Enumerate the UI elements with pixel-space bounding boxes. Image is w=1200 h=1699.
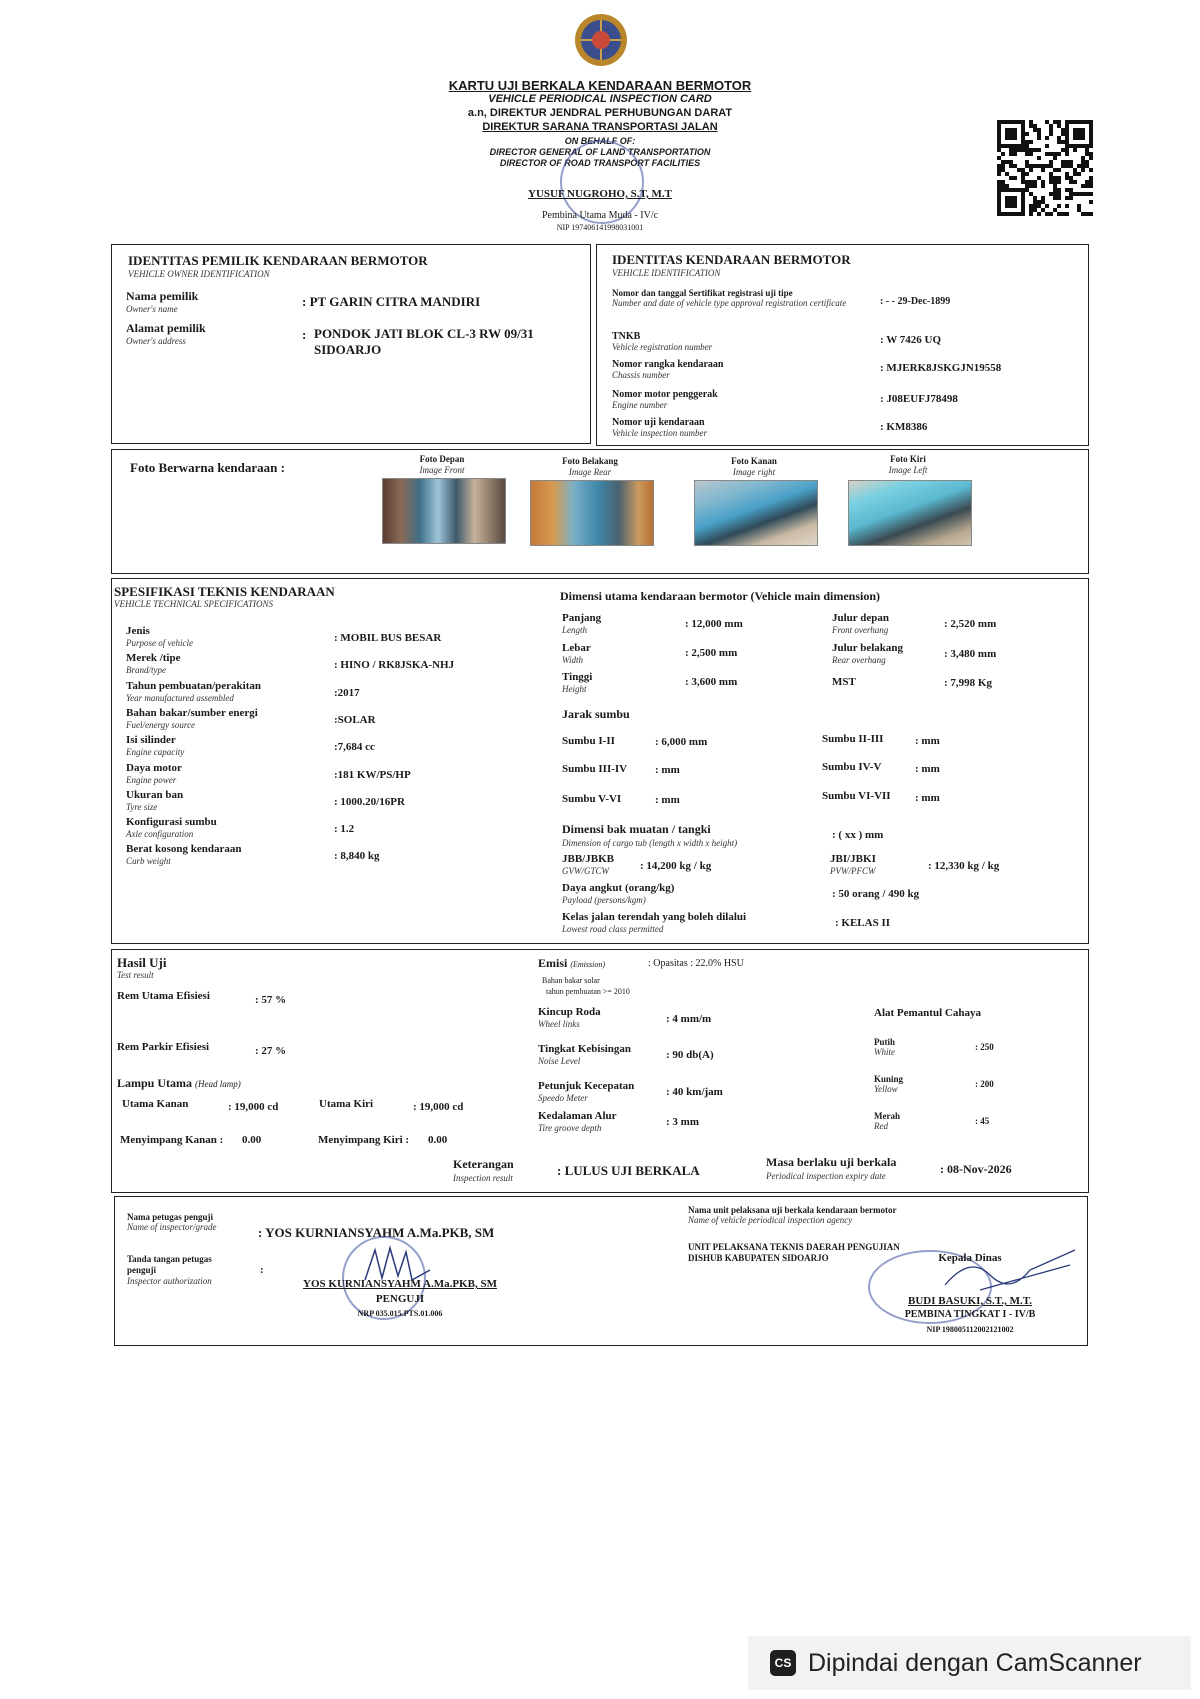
- owner-address-label-en: Owner's address: [126, 336, 186, 346]
- expiry-value: : 08-Nov-2026: [940, 1162, 1012, 1176]
- owner-address-colon: :: [302, 327, 307, 342]
- owner-address-label: Alamat pemilik: [126, 321, 206, 335]
- engine-value: : J08EUFJ78498: [880, 393, 958, 405]
- owner-name-label-en: Owner's name: [126, 304, 178, 314]
- axle-5-6-value: : mm: [655, 794, 680, 806]
- owner-address-line1: PONDOK JATI BLOK CL-3 RW 09/31: [314, 326, 534, 341]
- front-overhang-value: : 2,520 mm: [944, 618, 997, 630]
- noise-label-en: Noise Level: [538, 1056, 581, 1066]
- inspection-label-en: Vehicle inspection number: [612, 428, 707, 438]
- red-label-en: Red: [874, 1121, 888, 1131]
- axle-6-7-label: Sumbu VI-VII: [822, 790, 891, 802]
- headlamp-label: [117, 1077, 241, 1091]
- inspector-sign-colon: :: [260, 1264, 264, 1276]
- card-title: KARTU UJI BERKALA KENDARAAN BERMOTOR: [448, 78, 752, 93]
- yellow-label: Kuning: [874, 1074, 904, 1084]
- axle-1-2-value: : 6,000 mm: [655, 736, 708, 748]
- photo-left-title: Foto Kiri: [890, 454, 926, 464]
- white-label: Putih: [874, 1037, 896, 1047]
- head-nip: NIP 198005112002121002: [926, 1325, 1014, 1334]
- chassis-value: : MJERK8JSKGJN19558: [880, 362, 1002, 374]
- axle-2-3-label: Sumbu II-III: [822, 733, 884, 745]
- height-label-en: Height: [562, 684, 587, 694]
- emission-note2: tahun pembuatan >= 2010: [546, 987, 630, 996]
- cert-label-en: Number and date of vehicle type approval registration certificate: [612, 298, 847, 308]
- mst-value: : 7,998 Kg: [944, 677, 992, 689]
- on-behalf-en: ON BEHALF OF:: [564, 136, 636, 146]
- engine-label-en: Engine number: [612, 400, 668, 410]
- length-label: Panjang: [562, 612, 602, 624]
- photo-rear: [530, 480, 654, 546]
- owner-section-title-en: VEHICLE OWNER IDENTIFICATION: [128, 269, 270, 279]
- unit-line2: DISHUB KABUPATEN SIDOARJO: [688, 1253, 829, 1263]
- spec-value: : 8,840 kg: [334, 850, 380, 862]
- toe-value: : 4 mm/m: [666, 1013, 712, 1025]
- tread-label-en: Tire groove depth: [538, 1123, 602, 1133]
- head-rank: PEMBINA TINGKAT I - IV/B: [904, 1309, 1036, 1320]
- owner-section-title: IDENTITAS PEMILIK KENDARAAN BERMOTOR: [128, 253, 428, 268]
- axle-3-4-value: : mm: [655, 764, 680, 776]
- reflector-title: Alat Pemantul Cahaya: [874, 1007, 981, 1019]
- cargo-value: : ( xx ) mm: [832, 829, 884, 841]
- specs-section-title: SPESIFIKASI TEKNIS KENDARAAN: [114, 584, 335, 599]
- spec-label-en: Fuel/energy source: [126, 720, 196, 730]
- remark-label-en: Inspection result: [453, 1173, 513, 1183]
- axle-3-4-label: Sumbu III-IV: [562, 763, 628, 775]
- axle-title: Jarak sumbu: [562, 707, 630, 721]
- height-label: Tinggi: [562, 671, 593, 683]
- camscanner-watermark: [748, 1636, 1191, 1690]
- camscanner-icon: CS: [770, 1650, 796, 1676]
- right-deviation-label: Menyimpang Kanan :: [120, 1134, 224, 1146]
- inspection-value: : KM8386: [880, 421, 928, 433]
- inspector-sign-label2: penguji: [127, 1265, 157, 1275]
- jbi-value: : 12,330 kg / kg: [928, 860, 1000, 872]
- photo-front: [382, 478, 506, 544]
- jbb-label: JBB/JBKB: [562, 853, 614, 865]
- results-title-en: Test result: [117, 970, 154, 980]
- expiry-label-en: Periodical inspection expiry date: [766, 1171, 886, 1181]
- spec-label-en: Tyre size: [126, 802, 158, 812]
- cargo-label-en: Dimension of cargo tub (length x width x height): [562, 838, 738, 848]
- photo-front-title: Foto Depan: [419, 454, 465, 464]
- card-title-en: VEHICLE PERIODICAL INSPECTION CARD: [488, 93, 712, 105]
- owner-address-line2: SIDOARJO: [314, 342, 382, 357]
- width-value: : 2,500 mm: [685, 647, 738, 659]
- spec-label-en: Engine capacity: [126, 747, 185, 757]
- rear-overhang-label: Julur belakang: [832, 642, 904, 654]
- payload-label: Daya angkut (orang/kg): [562, 882, 675, 894]
- engine-label: Nomor motor penggerak: [612, 389, 718, 400]
- spec-label: Berat kosong kendaraan: [126, 843, 242, 855]
- emission-label-en: (Emission): [570, 960, 606, 969]
- axle-4-5-value: : mm: [915, 763, 940, 775]
- spec-value: : HINO / RK8JSKA-NHJ: [334, 659, 455, 671]
- unit-label: Nama unit pelaksana uji berkala kendaraan bermotor: [688, 1205, 897, 1215]
- inspector-sign-label1: Tanda tangan petugas: [127, 1254, 212, 1264]
- cert-value: : - - 29-Dec-1899: [880, 296, 951, 307]
- jbi-label: JBI/JBKI: [830, 853, 876, 865]
- yellow-label-en: Yellow: [874, 1084, 898, 1094]
- spec-label: Konfigurasi sumbu: [126, 816, 217, 828]
- inspector-sign-nrp: NRP 035.015.PTS.01.006: [357, 1309, 443, 1318]
- height-value: : 3,600 mm: [685, 676, 738, 688]
- spec-label-en: Purpose of vehicle: [126, 638, 193, 648]
- road-class-label-en: Lowest road class permitted: [562, 924, 664, 934]
- right-main-label: Utama Kanan: [122, 1098, 189, 1110]
- left-main-label: Utama Kiri: [319, 1098, 374, 1110]
- red-value: : 45: [975, 1116, 990, 1126]
- yellow-value: : 200: [975, 1079, 994, 1089]
- emission-note1: Bahan bakar solar: [542, 976, 600, 985]
- white-value: : 250: [975, 1042, 994, 1052]
- spec-label: Jenis: [126, 625, 150, 637]
- noise-value: : 90 db(A): [666, 1049, 714, 1061]
- park-brake-value: : 27 %: [255, 1045, 287, 1057]
- chassis-label: Nomor rangka kendaraan: [612, 359, 724, 370]
- spec-label: Daya motor: [126, 762, 182, 774]
- cargo-label: Dimensi bak muatan / tangki: [562, 822, 711, 836]
- width-label-en: Width: [562, 655, 584, 665]
- inspector-name-value: : YOS KURNIANSYAHM A.Ma.PKB, SM: [258, 1225, 495, 1240]
- main-brake-label: Rem Utama Efisiesi: [117, 990, 210, 1002]
- axle-6-7-value: : mm: [915, 792, 940, 804]
- jbi-label-en: PVW/PFCW: [830, 866, 876, 876]
- mst-label: MST: [832, 676, 856, 688]
- speedo-value: : 40 km/jam: [666, 1086, 723, 1098]
- spec-label-en: Engine power: [126, 775, 177, 785]
- spec-label: Merek /tipe: [126, 652, 181, 664]
- spec-label-en: Axle configuration: [126, 829, 194, 839]
- signer-rank: Pembina Utama Muda - IV/c: [541, 210, 659, 221]
- photos-label: Foto Berwarna kendaraan :: [130, 460, 285, 475]
- signer-name: YUSUF NUGROHO, S.T, M.T: [528, 188, 672, 200]
- speedo-label-en: Speedo Meter: [538, 1093, 588, 1103]
- right-main-value: : 19,000 cd: [228, 1101, 279, 1113]
- axle-5-6-label: Sumbu V-VI: [562, 793, 622, 805]
- right-deviation-value: 0.00: [242, 1134, 262, 1146]
- spec-label: Bahan bakar/sumber energi: [126, 707, 258, 719]
- on-behalf: a.n, DIREKTUR JENDRAL PERHUBUNGAN DARAT: [467, 107, 733, 119]
- main-brake-value: : 57 %: [255, 994, 287, 1006]
- unit-line1: UNIT PELAKSANA TEKNIS DAERAH PENGUJIAN: [688, 1242, 900, 1252]
- photo-right: [694, 480, 818, 546]
- length-value: : 12,000 mm: [685, 618, 743, 630]
- photo-front-title-en: Image Front: [419, 465, 465, 475]
- tnkb-value: : W 7426 UQ: [880, 334, 942, 346]
- payload-value: : 50 orang / 490 kg: [832, 888, 920, 900]
- spec-label-en: Year manufactured assembled: [126, 693, 234, 703]
- park-brake-label: Rem Parkir Efisiesi: [117, 1041, 210, 1053]
- emission-label-text: Emisi: [538, 956, 568, 970]
- emission-value: : Opasitas : 22.0% HSU: [648, 958, 744, 969]
- inspector-sign-name: YOS KURNIANSYAHM A.Ma.PKB, SM: [303, 1278, 497, 1290]
- qr-code: [997, 120, 1093, 216]
- inspector-sign-label-en: Inspector authorization: [127, 1276, 212, 1286]
- inspector-name-label-en: Name of inspector/grade: [127, 1222, 217, 1232]
- signer-nip: NIP 197406141998031001: [556, 223, 644, 232]
- ministry-logo: [573, 12, 629, 68]
- road-class-value: : KELAS II: [835, 917, 891, 929]
- spec-label-en: Curb weight: [126, 856, 171, 866]
- camscanner-text: Dipindai dengan CamScanner: [808, 1648, 1142, 1677]
- tread-value: : 3 mm: [666, 1116, 699, 1128]
- white-label-en: White: [874, 1047, 895, 1057]
- spec-label: Tahun pembuatan/perakitan: [126, 680, 262, 692]
- head-title: Kepala Dinas: [938, 1252, 1002, 1264]
- spec-value: : 1000.20/16PR: [334, 796, 405, 808]
- length-label-en: Length: [562, 625, 588, 635]
- head-name: BUDI BASUKI, S.T., M.T.: [908, 1295, 1032, 1307]
- spec-label: Isi silinder: [126, 734, 176, 746]
- spec-value: : 1.2: [334, 823, 355, 835]
- headlamp-label-text: Lampu Utama: [117, 1076, 193, 1090]
- photo-right-title: Foto Kanan: [731, 456, 777, 466]
- toe-label: Kincup Roda: [538, 1006, 601, 1018]
- cert-label: Nomor dan tanggal Sertifikat registrasi uji tipe: [612, 288, 793, 298]
- photo-left-title-en: Image Left: [888, 465, 928, 475]
- front-overhang-label-en: Front overhang: [832, 625, 889, 635]
- owner-name-value: : PT GARIN CITRA MANDIRI: [302, 294, 481, 309]
- speedo-label: Petunjuk Kecepatan: [538, 1080, 635, 1092]
- expiry-label: Masa berlaku uji berkala: [766, 1155, 897, 1169]
- inspector-name-label: Nama petugas penguji: [127, 1212, 214, 1222]
- spec-value: :181 KW/PS/HP: [334, 769, 411, 781]
- director: DIREKTUR SARANA TRANSPORTASI JALAN: [482, 121, 718, 133]
- vehicle-section-title-en: VEHICLE IDENTIFICATION: [612, 268, 721, 278]
- spec-value: :SOLAR: [334, 714, 376, 726]
- axle-2-3-value: : mm: [915, 735, 940, 747]
- left-deviation-value: 0.00: [428, 1134, 448, 1146]
- photo-rear-title-en: Image Rear: [568, 467, 612, 477]
- remark-label: Keterangan: [453, 1157, 514, 1171]
- photo-rear-title: Foto Belakang: [562, 456, 618, 466]
- unit-label-en: Name of vehicle periodical inspection agency: [688, 1215, 853, 1225]
- remark-value: : LULUS UJI BERKALA: [557, 1163, 700, 1178]
- spec-value: :7,684 cc: [334, 741, 375, 753]
- spec-value: :2017: [334, 687, 360, 699]
- results-title: Hasil Uji: [117, 955, 167, 970]
- headlamp-label-en: (Head lamp): [195, 1079, 241, 1089]
- width-label: Lebar: [562, 642, 591, 654]
- axle-4-5-label: Sumbu IV-V: [822, 761, 882, 773]
- dir-en: DIRECTOR OF ROAD TRANSPORT FACILITIES: [499, 158, 701, 168]
- axle-1-2-label: Sumbu I-II: [562, 735, 615, 747]
- front-overhang-label: Julur depan: [832, 612, 889, 624]
- inspector-sign-role: PENGUJI: [375, 1293, 425, 1305]
- toe-label-en: Wheel links: [538, 1019, 580, 1029]
- results-section: [111, 949, 1089, 1193]
- rear-overhang-label-en: Rear overhang: [832, 655, 886, 665]
- specs-section-title-en: VEHICLE TECHNICAL SPECIFICATIONS: [114, 599, 274, 609]
- inspection-label: Nomor uji kendaraan: [612, 417, 705, 428]
- road-class-label: Kelas jalan terendah yang boleh dilalui: [562, 911, 747, 923]
- jbb-label-en: GVW/GTCW: [562, 866, 609, 876]
- emission-label: [538, 957, 605, 971]
- photo-right-title-en: Image right: [732, 467, 776, 477]
- spec-value: : MOBIL BUS BESAR: [334, 632, 442, 644]
- jbb-value: : 14,200 kg / kg: [640, 860, 712, 872]
- dg-en: DIRECTOR GENERAL OF LAND TRANSPORTATION: [489, 147, 711, 157]
- noise-label: Tingkat Kebisingan: [538, 1043, 632, 1055]
- red-label: Merah: [874, 1111, 900, 1121]
- photo-left: [848, 480, 972, 546]
- vehicle-section-title: IDENTITAS KENDARAAN BERMOTOR: [612, 252, 851, 267]
- chassis-label-en: Chassis number: [612, 370, 670, 380]
- tnkb-label: TNKB: [612, 331, 641, 342]
- payload-label-en: Payload (persons/kgm): [562, 895, 646, 905]
- tnkb-label-en: Vehicle registration number: [612, 342, 713, 352]
- tread-label: Kedalaman Alur: [538, 1110, 617, 1122]
- spec-label: Ukuran ban: [126, 789, 184, 801]
- dimension-title: Dimensi utama kendaraan bermotor (Vehicle main dimension): [560, 589, 881, 603]
- owner-name-label: Nama pemilik: [126, 289, 199, 303]
- spec-label-en: Brand/type: [126, 665, 166, 675]
- left-deviation-label: Menyimpang Kiri :: [318, 1134, 410, 1146]
- rear-overhang-value: : 3,480 mm: [944, 648, 997, 660]
- left-main-value: : 19,000 cd: [413, 1101, 464, 1113]
